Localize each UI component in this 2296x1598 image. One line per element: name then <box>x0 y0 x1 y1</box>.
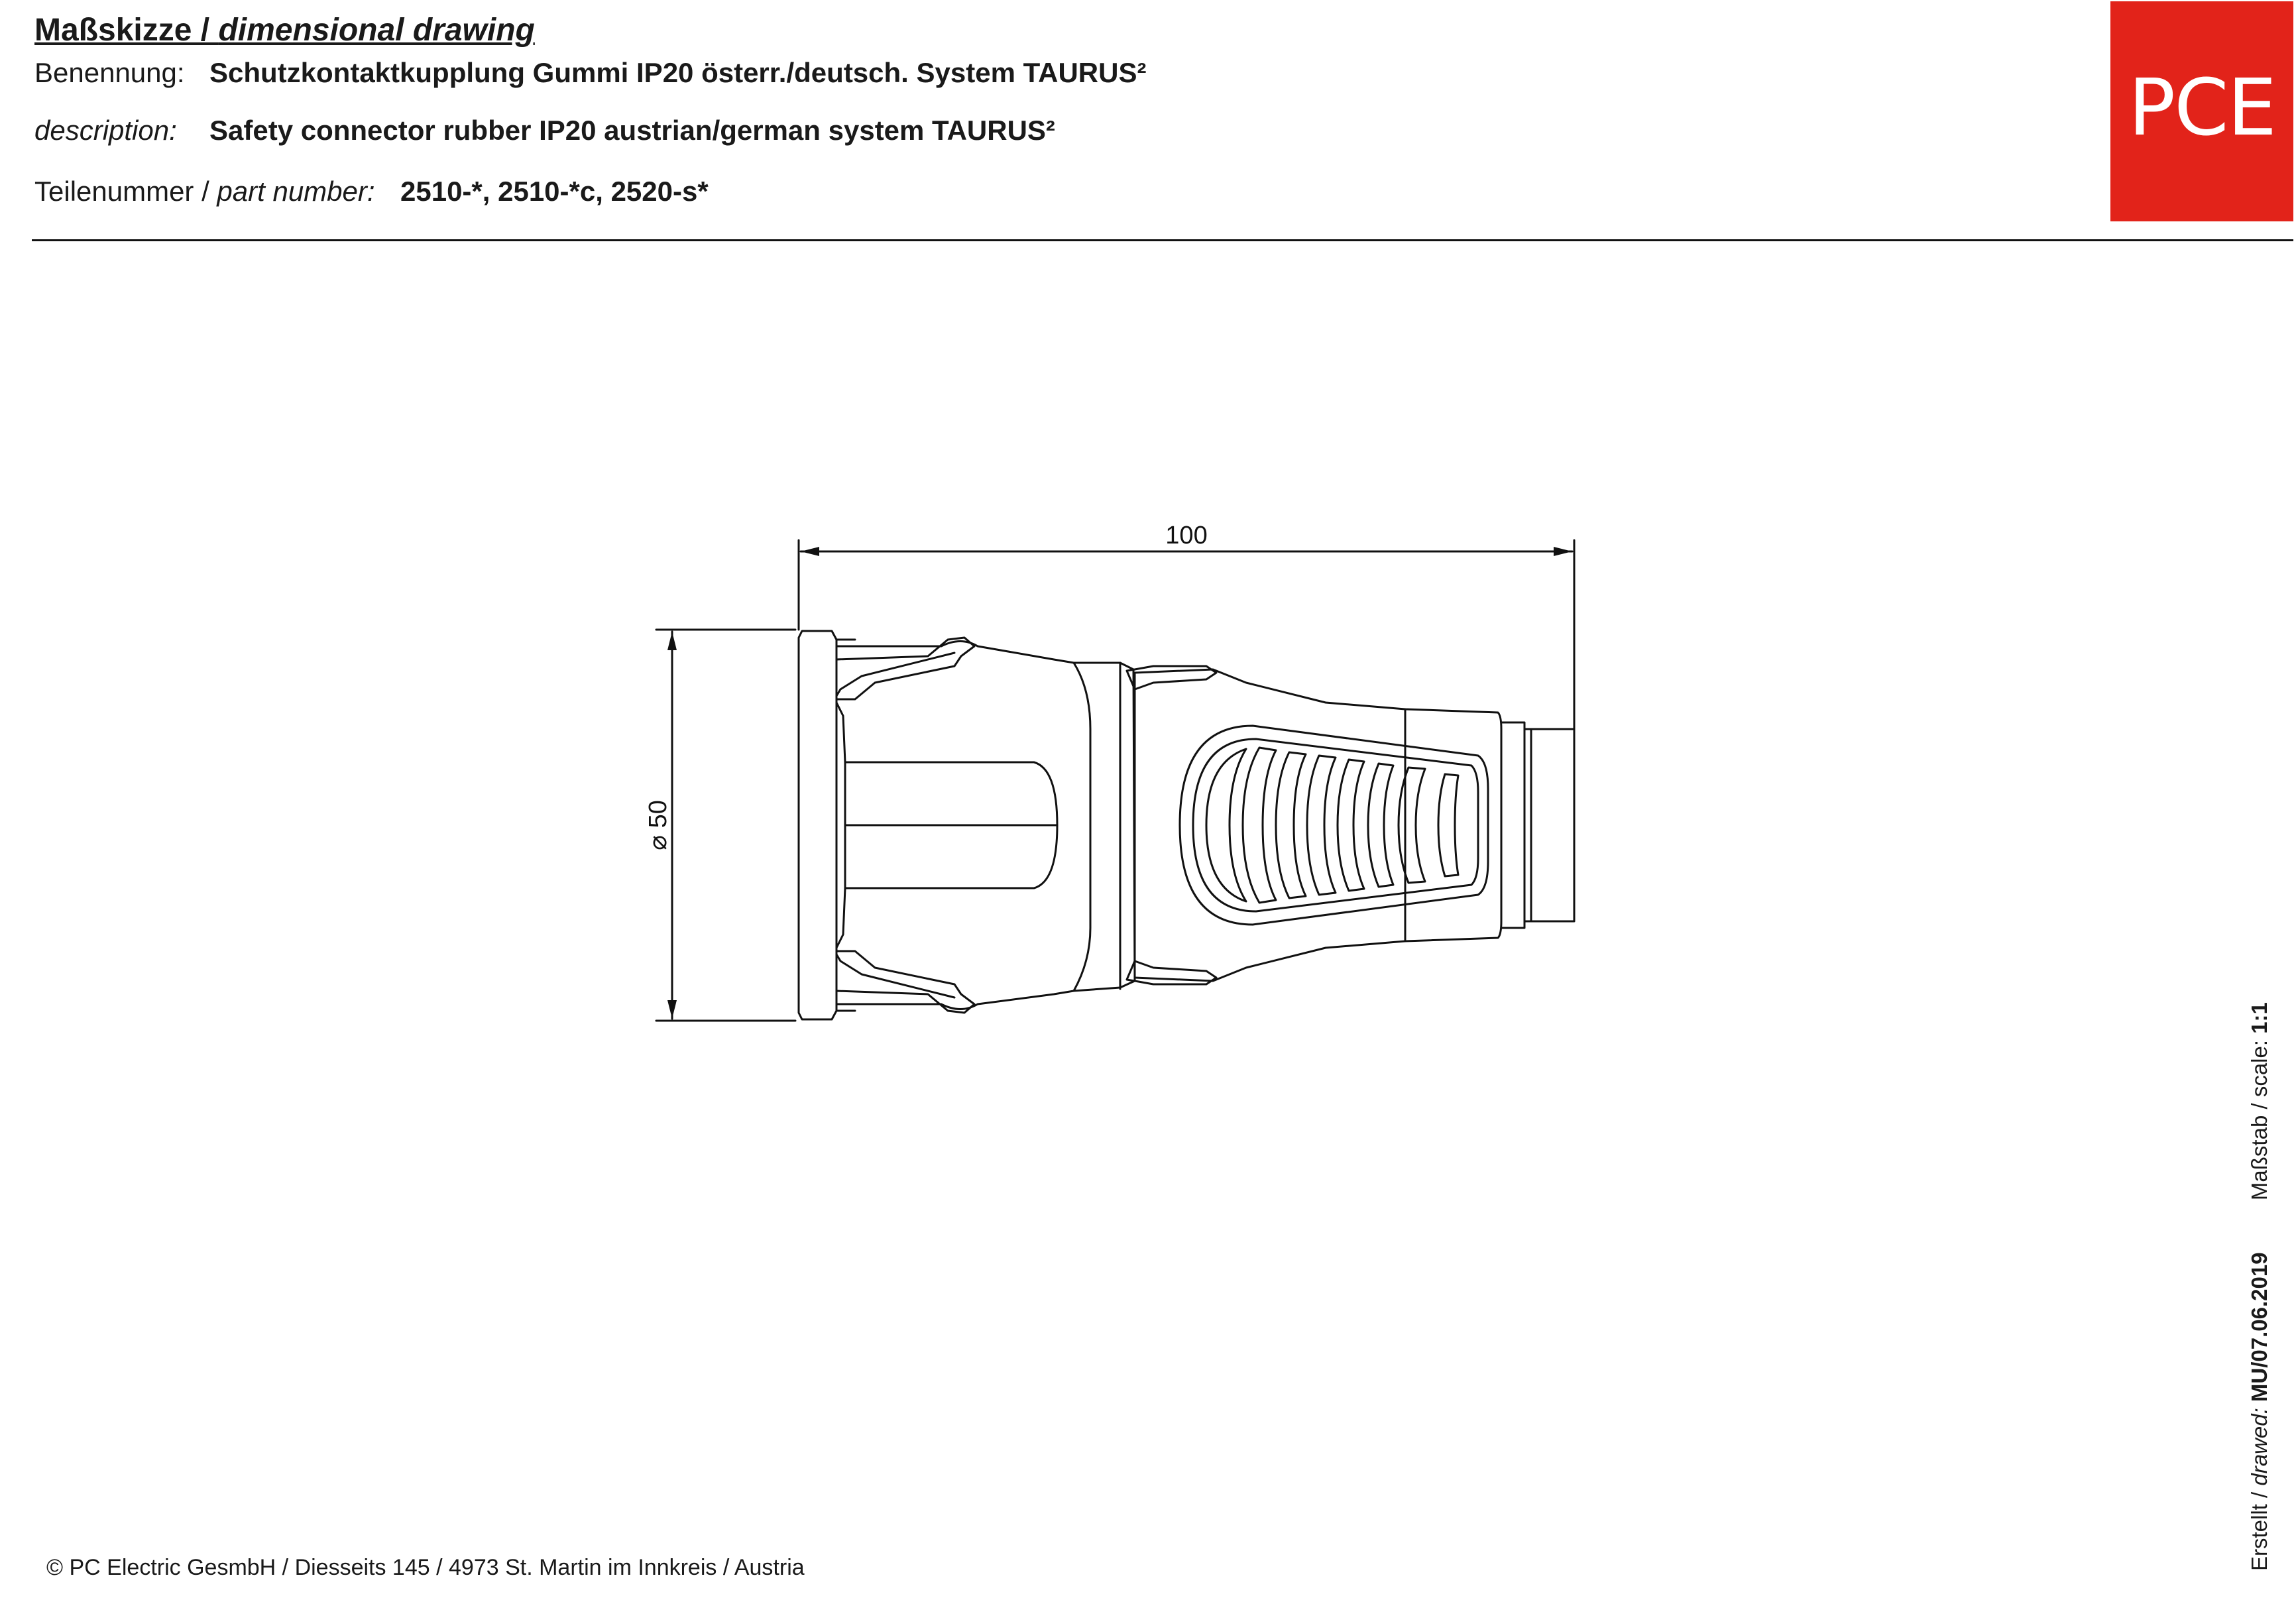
grip-rib-4 <box>1307 756 1336 895</box>
drawing-title-en: dimensional drawing <box>218 13 535 48</box>
created-label-en: drawed: <box>2247 1408 2271 1486</box>
front-flange <box>799 631 836 1019</box>
scale-label: Maßstab / scale: <box>2247 1039 2271 1201</box>
grip-rib-3 <box>1276 752 1306 898</box>
grip-rib-5 <box>1338 760 1364 891</box>
pce-logo-text: PCE <box>2128 62 2276 153</box>
body-contour-left <box>836 703 845 948</box>
description-label: description: <box>34 115 177 146</box>
name-value: Schutzkontaktkupplung Gummi IP20 österr./deutsch. System TAURUS² <box>209 57 1147 88</box>
part-number-label-en: part number: <box>217 176 375 207</box>
rear-sleeve <box>1074 663 1135 991</box>
grip-rib-8 <box>1438 774 1458 876</box>
grip-inner-outline <box>1193 739 1478 911</box>
scale-value: 1:1 <box>2247 1002 2271 1034</box>
grip-rib-1 <box>1206 749 1246 901</box>
length-dimension-label: 100 <box>1165 522 1208 549</box>
grip-rib-6 <box>1368 764 1393 887</box>
part-number-label-de: Teilenummer / <box>34 176 217 207</box>
created-label: Erstellt / <box>2247 1485 2271 1571</box>
drawing-title-de: Maßskizze / <box>34 13 219 48</box>
footer-copyright: © PC Electric GesmbH / Diesseits 145 / 4973 St. Martin im Innkreis / Austria <box>46 1555 805 1580</box>
name-label: Benennung: <box>34 57 185 88</box>
grip-rib-7 <box>1399 768 1425 883</box>
created-value: MU/07.06.2019 <box>2247 1252 2271 1402</box>
side-info <box>2247 1002 2272 1571</box>
description-value: Safety connector rubber IP20 austrian/german system TAURUS² <box>209 115 1055 146</box>
grip-outline <box>1180 726 1488 925</box>
cable-gland-ring <box>1501 722 1524 928</box>
grip-rib-2 <box>1243 748 1276 903</box>
grip-body <box>1135 669 1501 981</box>
part-number-value: 2510-*, 2510-*c, 2520-s* <box>400 176 709 207</box>
diameter-dimension-label: ⌀ 50 <box>644 800 672 850</box>
